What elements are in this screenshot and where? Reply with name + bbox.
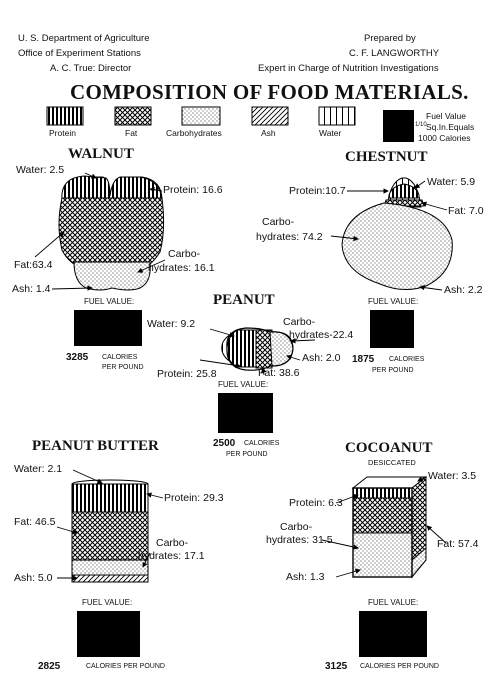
peanut-butter-ash-label: Ash: 5.0 (14, 572, 53, 584)
peanut-fuel-label: FUEL VALUE: (218, 380, 269, 389)
legend-protein-label: Protein (49, 128, 76, 138)
walnut-fuel-label: FUEL VALUE: (84, 297, 135, 306)
walnut-fuel-block (74, 310, 142, 346)
peanut-butter-protein-label: Protein: 29.3 (164, 492, 224, 504)
peanut-butter-title: PEANUT BUTTER (32, 438, 159, 454)
legend-fuel-swatch (383, 110, 414, 142)
peanut-butter-fuel-label: FUEL VALUE: (82, 598, 133, 607)
cocoanut-cal-unit: CALORIES PER POUND (360, 663, 439, 670)
legend-water-swatch (319, 107, 355, 125)
legend-water-label: Water (319, 128, 342, 138)
peanut-title: PEANUT (213, 292, 275, 308)
peanut-carbo-label-2: hydrates-22.4 (289, 329, 354, 341)
chestnut-protein-label: Protein:10.7 (289, 185, 346, 197)
peanut-carbo-label-1: Carbo- (283, 316, 316, 328)
legend-ash-label: Ash (261, 128, 276, 138)
peanut-water-label: Water: 9.2 (147, 318, 196, 330)
chestnut-carbo-label-1: Carbo- (262, 216, 295, 228)
peanut-per-pound: PER POUND (226, 451, 268, 458)
page-title: COMPOSITION OF FOOD MATERIALS. (70, 80, 469, 104)
legend-fuel-fraction: 1/10 (415, 122, 427, 128)
peanut-protein-label: Protein: 25.8 (157, 368, 217, 380)
peanut-cal-unit: CALORIES (244, 440, 280, 447)
peanut-butter-fuel-block (77, 611, 140, 657)
chestnut-fuel-label: FUEL VALUE: (368, 297, 419, 306)
walnut-water-label: Water: 2.5 (16, 164, 65, 176)
cocoanut-title: COCOANUT (345, 440, 433, 456)
cocoanut-calories: 3125 (325, 661, 348, 672)
legend-protein-swatch (47, 107, 83, 125)
cocoanut-diagram (353, 477, 426, 577)
cocoanut-carbo-label-1: Carbo- (280, 521, 313, 533)
cocoanut-subtitle: DESICCATED (368, 458, 416, 467)
walnut-fat-label: Fat:63.4 (14, 259, 53, 271)
cocoanut-water-label: Water: 3.5 (428, 470, 477, 482)
legend-carbohydrates-swatch (182, 107, 220, 125)
legend-fuel-line2: Sq.In.Equals (426, 122, 475, 132)
legend-fat-swatch (115, 107, 151, 125)
peanut-calories: 2500 (213, 438, 236, 449)
chestnut-title: CHESTNUT (345, 149, 428, 165)
legend-carbohydrates-label: Carbohydrates (166, 128, 222, 138)
legend-fuel-line1: Fuel Value (426, 111, 467, 121)
legend-fuel-line3: 1000 Calories (418, 133, 471, 143)
peanut-butter-carbo-label-1: Carbo- (156, 537, 189, 549)
header-left-line3: A. C. True: Director (50, 63, 132, 74)
walnut-carbo-label-2: hydrates: 16.1 (148, 262, 215, 274)
chestnut-carbo-label-2: hydrates: 74.2 (256, 231, 323, 243)
peanut-butter-carbo-label-2: hydrates: 17.1 (138, 550, 205, 562)
cocoanut-fat-label: Fat: 57.4 (437, 538, 479, 550)
header-left-line2: Office of Experiment Stations (18, 48, 141, 59)
chestnut-ash-label: Ash: 2.2 (444, 284, 483, 296)
walnut-calories: 3285 (66, 352, 89, 363)
walnut-per-pound: PER POUND (102, 364, 144, 371)
walnut-title: WALNUT (68, 146, 134, 162)
header-right-line2: C. F. LANGWORTHY (349, 48, 440, 59)
chestnut-cal-unit: CALORIES (389, 356, 425, 363)
peanut-ash-label: Ash: 2.0 (302, 352, 341, 364)
legend-ash-swatch (252, 107, 288, 125)
header-right-line3: Expert in Charge of Nutrition Investigations (258, 63, 439, 74)
cocoanut-fuel-label: FUEL VALUE: (368, 598, 419, 607)
peanut-butter-water-label: Water: 2.1 (14, 463, 63, 475)
peanut-butter-fat-label: Fat: 46.5 (14, 516, 56, 528)
peanut-diagram (222, 328, 293, 370)
walnut-ash-label: Ash: 1.4 (12, 283, 51, 295)
legend-fat-label: Fat (125, 128, 138, 138)
peanut-butter-cal-unit: CALORIES PER POUND (86, 663, 165, 670)
cocoanut-ash-label: Ash: 1.3 (286, 571, 325, 583)
cocoanut-fuel-block (359, 611, 427, 657)
header-right-line1: Prepared by (364, 33, 416, 44)
chestnut-fat-label: Fat: 7.0 (448, 205, 484, 217)
walnut-protein-label: Protein: 16.6 (163, 184, 223, 196)
walnut-cal-unit: CALORIES (102, 354, 138, 361)
walnut-carbo-label-1: Carbo- (168, 248, 201, 260)
peanut-butter-diagram (72, 480, 148, 582)
peanut-fuel-block (218, 393, 273, 433)
cocoanut-protein-label: Protein: 6.3 (289, 497, 343, 509)
chestnut-water-label: Water: 5.9 (427, 176, 476, 188)
chestnut-calories: 1875 (352, 354, 375, 365)
cocoanut-carbo-label-2: hydrates: 31.5 (266, 534, 333, 546)
header-left-line1: U. S. Department of Agriculture (18, 33, 150, 44)
peanut-fat-label: Fat: 38.6 (258, 367, 300, 379)
chestnut-fuel-block (370, 310, 414, 348)
peanut-butter-calories: 2825 (38, 661, 61, 672)
chestnut-per-pound: PER POUND (372, 367, 414, 374)
chestnut-diagram (342, 178, 452, 290)
